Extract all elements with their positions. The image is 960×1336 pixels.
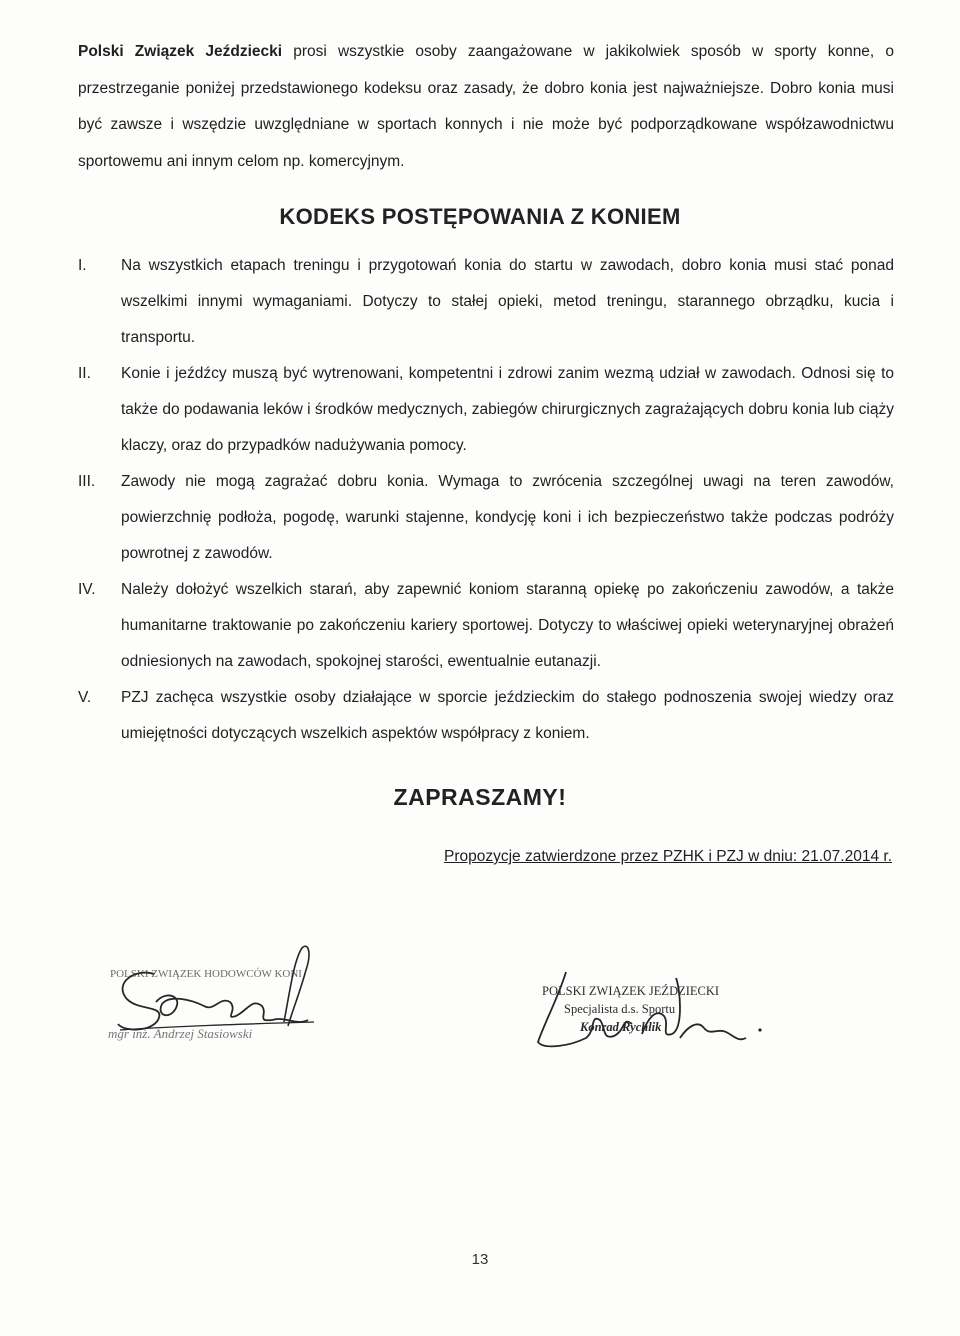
list-item <box>78 572 894 680</box>
right-signature-block <box>530 968 790 1078</box>
page-number: 13 <box>471 1251 489 1268</box>
item-text: Konie i jeźdźcy muszą być wytrenowani, kompetentni i zdrowi zanim wezmą udział w zawodach. Odnosi się to także do podawania leków i środków medycznych, zabiegów chirurgicznych zagrażających dobru konia lub ciąży klaczy, oraz do przypadków nadużywania pomocy. <box>121 365 894 454</box>
approval-note: Propozycje zatwierdzone przez PZHK i PZJ w dniu: 21.07.2014 r. <box>444 848 892 865</box>
item-text: Zawody nie mogą zagrażać dobru konia. Wymaga to zwrócenia szczególnej uwagi na teren zawodów, powierzchnię podłoża, pogodę, warunki stajenne, kondycję koni i ich bezpieczeństwo także podczas podróży powrotnej z zawodów. <box>121 473 894 562</box>
closing-invitation: ZAPRASZAMY! <box>393 784 567 810</box>
intro-paragraph <box>78 34 894 180</box>
item-text: Na wszystkich etapach treningu i przygotowań konia do startu w zawodach, dobro konia musi stać ponad wszelkimi innymi wymaganiami. Dotyczy to stałej opieki, metod treningu, starannego obrządku, kucia i transportu. <box>121 257 894 346</box>
right-stamp-title: Specjalista d.s. Sportu <box>564 1002 676 1016</box>
item-text: PZJ zachęca wszystkie osoby działające w sporcie jeździeckim do stałego podnoszenia swojej wiedzy oraz umiejętności dotyczących wszelkich aspektów współpracy z koniem. <box>121 689 894 742</box>
code-heading: KODEKS POSTĘPOWANIA Z KONIEM <box>279 204 681 229</box>
item-number: I. <box>78 257 87 274</box>
left-signature-block <box>96 940 326 1060</box>
item-number: II. <box>78 365 91 382</box>
right-stamp-name: Konrad Rychlik <box>580 1020 662 1034</box>
code-list <box>78 248 894 752</box>
list-item <box>78 680 894 752</box>
left-handwritten-signature <box>96 940 326 1060</box>
list-item <box>78 356 894 464</box>
list-item <box>78 464 894 572</box>
right-stamp-org: POLSKI ZWIĄZEK JEŹDZIECKI <box>542 984 720 998</box>
intro-text: prosi wszystkie osoby zaangażowane w jakikolwiek sposób w sporty konne, o przestrzeganie poniżej przedstawionego kodeksu oraz zasady, że dobro konia jest najważniejsze. Dobro konia musi być zawsze i wszędzie uwzględniane w sportach konnych i nie może być podporządkowane współzawodnictwu sportowemu ani innym celom np. komercyjnym. <box>78 43 894 170</box>
item-text: Należy dołożyć wszelkich starań, aby zapewnić koniom staranną opiekę po zakończeniu zawodów, a także humanitarne traktowanie po zakończeniu kariery sportowej. Dotyczy to właściwej opieki weterynaryjnej obrażeń odniesionych na zawodach, spokojnej starości, ewentualnie eutanazji. <box>121 581 894 670</box>
left-stamp-name: mgr inż. Andrzej Stasiowski <box>108 1026 253 1041</box>
item-number: V. <box>78 689 92 706</box>
item-number: IV. <box>78 581 96 598</box>
item-number: III. <box>78 473 96 490</box>
list-item <box>78 248 894 356</box>
left-stamp-text: POLSKI ZWIĄZEK HODOWCÓW KONI <box>110 968 302 980</box>
organization-name: Polski Związek Jeździecki <box>78 43 283 60</box>
right-handwritten-signature <box>530 968 790 1078</box>
